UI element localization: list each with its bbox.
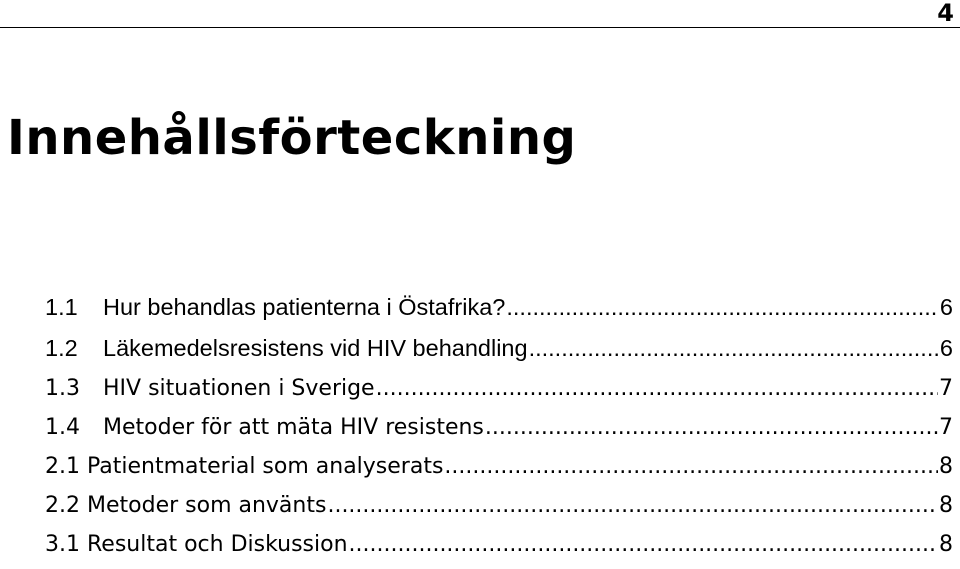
toc-dot-leader bbox=[506, 287, 939, 328]
toc-number: 1.3 bbox=[45, 376, 80, 401]
toc-number: 2.1 bbox=[45, 454, 80, 479]
page-title: Innehållsförteckning bbox=[7, 110, 577, 166]
toc-label: Patientmaterial som analyserats bbox=[87, 454, 444, 479]
toc-dot-leader bbox=[349, 525, 938, 564]
toc-entry-1-1[interactable] bbox=[45, 287, 953, 328]
table-of-contents bbox=[45, 287, 953, 564]
toc-label: Metoder för att mäta HIV resistens bbox=[103, 415, 484, 440]
page-number: 4 bbox=[937, 0, 954, 27]
toc-number: 3.1 bbox=[45, 532, 80, 557]
toc-entry-1-2[interactable] bbox=[45, 328, 953, 369]
toc-label: Hur behandlas patienterna i Östafrika? bbox=[103, 294, 506, 320]
toc-number: 1.1 bbox=[45, 294, 78, 320]
toc-page: 8 bbox=[939, 493, 953, 518]
toc-dot-leader bbox=[327, 486, 938, 525]
toc-label: Resultat och Diskussion bbox=[87, 532, 348, 557]
toc-label: Läkemedelsresistens vid HIV behandling bbox=[103, 335, 528, 361]
toc-dot-leader bbox=[529, 328, 939, 369]
toc-entry-3-1[interactable] bbox=[45, 525, 953, 564]
toc-number: 1.2 bbox=[45, 335, 78, 361]
toc-label: HIV situationen i Sverige bbox=[103, 376, 375, 401]
toc-label: Metoder som använts bbox=[87, 493, 327, 518]
toc-page: 8 bbox=[939, 454, 953, 479]
header-rule bbox=[0, 27, 960, 28]
toc-entry-2-1[interactable] bbox=[45, 447, 953, 486]
toc-page: 8 bbox=[939, 532, 953, 557]
toc-entry-2-2[interactable] bbox=[45, 486, 953, 525]
toc-page: 7 bbox=[939, 415, 953, 440]
toc-page: 6 bbox=[939, 335, 953, 361]
toc-number: 2.2 bbox=[45, 493, 80, 518]
toc-entry-1-3[interactable] bbox=[45, 369, 953, 408]
toc-dot-leader bbox=[444, 447, 938, 486]
toc-page: 7 bbox=[939, 376, 953, 401]
toc-entry-1-4[interactable] bbox=[45, 408, 953, 447]
toc-page: 6 bbox=[939, 294, 953, 320]
toc-dot-leader bbox=[485, 408, 938, 447]
toc-number: 1.4 bbox=[45, 415, 80, 440]
toc-dot-leader bbox=[376, 369, 938, 408]
